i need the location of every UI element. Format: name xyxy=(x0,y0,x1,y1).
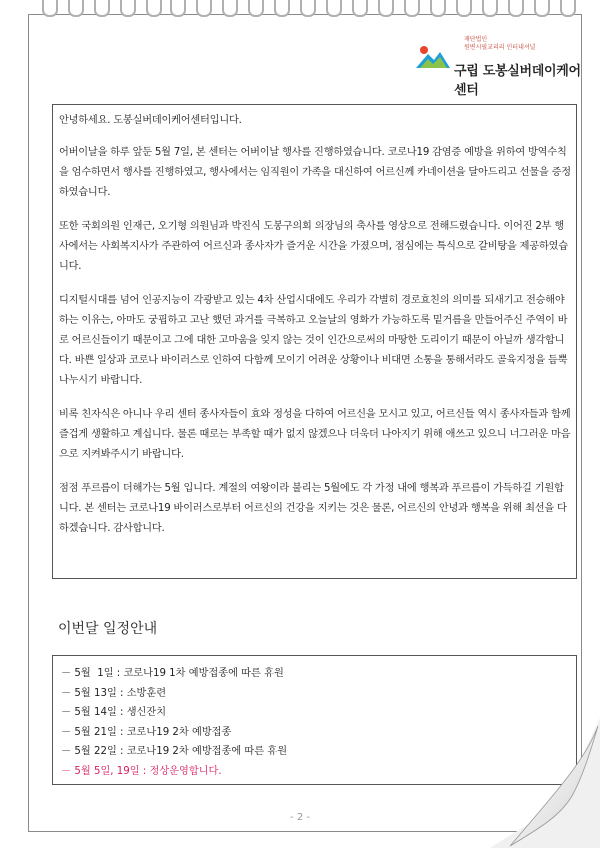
binder-ring-icon xyxy=(68,0,84,17)
schedule-item-highlight: － 5월 5일, 19일 : 정상운영합니다. xyxy=(61,765,222,777)
binder-ring-icon xyxy=(352,0,368,17)
schedule-item: － 5월 22일 : 코로나19 2차 예방접종에 따른 휴원 xyxy=(61,746,288,757)
schedule-title: 이번달 일정안내 xyxy=(58,621,158,637)
schedule-item: － 5월 21일 : 코로나19 2차 예방접종 xyxy=(61,726,232,738)
binder-ring-icon xyxy=(404,0,420,17)
letter-paragraph: 또한 국회의원 인재근, 오기형 의원님과 박진식 도봉구의회 의장님의 축사를 영상으로 전해드렸습니다. 이어진 2부 행사에서는 사회복지사가 주관하여 어르신과 종사자가 즐거운 시간을 가졌으며, 점심에는 특식으로 갈비탕을 제공하였습니다. xyxy=(59,221,568,272)
page-curl-icon xyxy=(490,718,600,848)
letter-greeting: 안녕하세요. 도봉실버데이케어센터입니다. xyxy=(59,115,242,126)
binder-ring-icon xyxy=(560,0,576,17)
mountain-logo-icon xyxy=(414,34,452,74)
schedule-item: － 5월 14일 : 생신잔치 xyxy=(61,707,167,718)
binder-ring-icon xyxy=(42,0,58,17)
binder-ring-icon xyxy=(222,0,238,17)
org-header xyxy=(414,32,584,98)
binder-ring-icon xyxy=(94,0,110,17)
org-subtitle: 재단법인 원변시필교리리 인터내셔널 xyxy=(464,36,536,51)
binder-ring-icon xyxy=(300,0,316,17)
binder-ring-icon xyxy=(248,0,264,17)
binder-ring-icon xyxy=(326,0,342,17)
letter-body xyxy=(52,104,577,579)
org-title: 구립 도봉실버데이케어센터 xyxy=(454,64,581,98)
schedule-item: － 5월 1일 : 코로나19 1차 예방접종에 따른 휴원 xyxy=(61,668,284,679)
binder-ring-icon xyxy=(170,0,186,17)
binder-ring-icon xyxy=(146,0,162,17)
schedule-item: － 5월 13일 : 소방훈련 xyxy=(61,687,167,699)
letter-paragraph: 어버이날을 하루 앞둔 5월 7일, 본 센터는 어버이날 행사를 진행하였습니다. 코로나19 감염증 예방을 위하여 방역수칙을 엄수하면서 행사를 진행하였고, 행사에서는 임직원이 가족을 대신하여 어르신께 카네이션을 달아드리고 선물을 증정하였습니다. xyxy=(59,147,571,198)
binder-ring-icon xyxy=(274,0,290,17)
binder-ring-icon xyxy=(378,0,394,17)
binder-ring-icon xyxy=(456,0,472,17)
binder-ring-icon xyxy=(196,0,212,17)
letter-paragraph: 디지털시대를 넘어 인공지능이 각광받고 있는 4차 산업시대에도 우리가 각별히 경로효친의 의미를 되새기고 전승해야 하는 이유는, 아마도 궁핍하고 고난 했던 과거를 극복하고 오늘날의 영화가 가능하도록 밑거름을 만들어주신 주역이 바로 어르신들이기 때문이고 그에 대한 고마움을 잊지 않는 것이 인간으로써의 마땅한 도리이기 때문이 아닐까 생각합니다. 바쁜 일상과 코로나 바이러스로 인하여 다함께 모이기 어려운 상황이나 비대면 소통을 통해서라도 골육지정을 듬뿍 나누시기 바랍니다. xyxy=(59,295,568,386)
letter-paragraph: 비록 친자식은 아니나 우리 센터 종사자들이 효와 정성을 다하여 어르신을 모시고 있고, 어르신들 역시 종사자들과 함께 즐겁게 생활하고 계십니다. 물론 때로는 부족할 때가 없지 않겠으나 더욱더 나아지기 위해 애쓰고 있으니 너그러운 마음으로 지켜봐주시기 바랍니다. xyxy=(59,409,571,460)
binder-ring-icon xyxy=(534,0,550,17)
page-number: - 2 - xyxy=(290,812,310,823)
letter-paragraph: 점점 푸르름이 더해가는 5월 입니다. 계절의 여왕이라 불리는 5월에도 각 가정 내에 행복과 푸르름이 가득하길 기원합니다. 본 센터는 코로나19 바이러스로부터 어르신의 건강을 지키는 것은 물론, 어르신의 안녕과 행복을 위해 최선을 다하겠습니다. 감사합니다. xyxy=(59,483,567,534)
binder-ring-icon xyxy=(482,0,498,17)
binder-ring-icon xyxy=(120,0,136,17)
binder-ring-icon xyxy=(430,0,446,17)
binder-ring-icon xyxy=(508,0,524,17)
